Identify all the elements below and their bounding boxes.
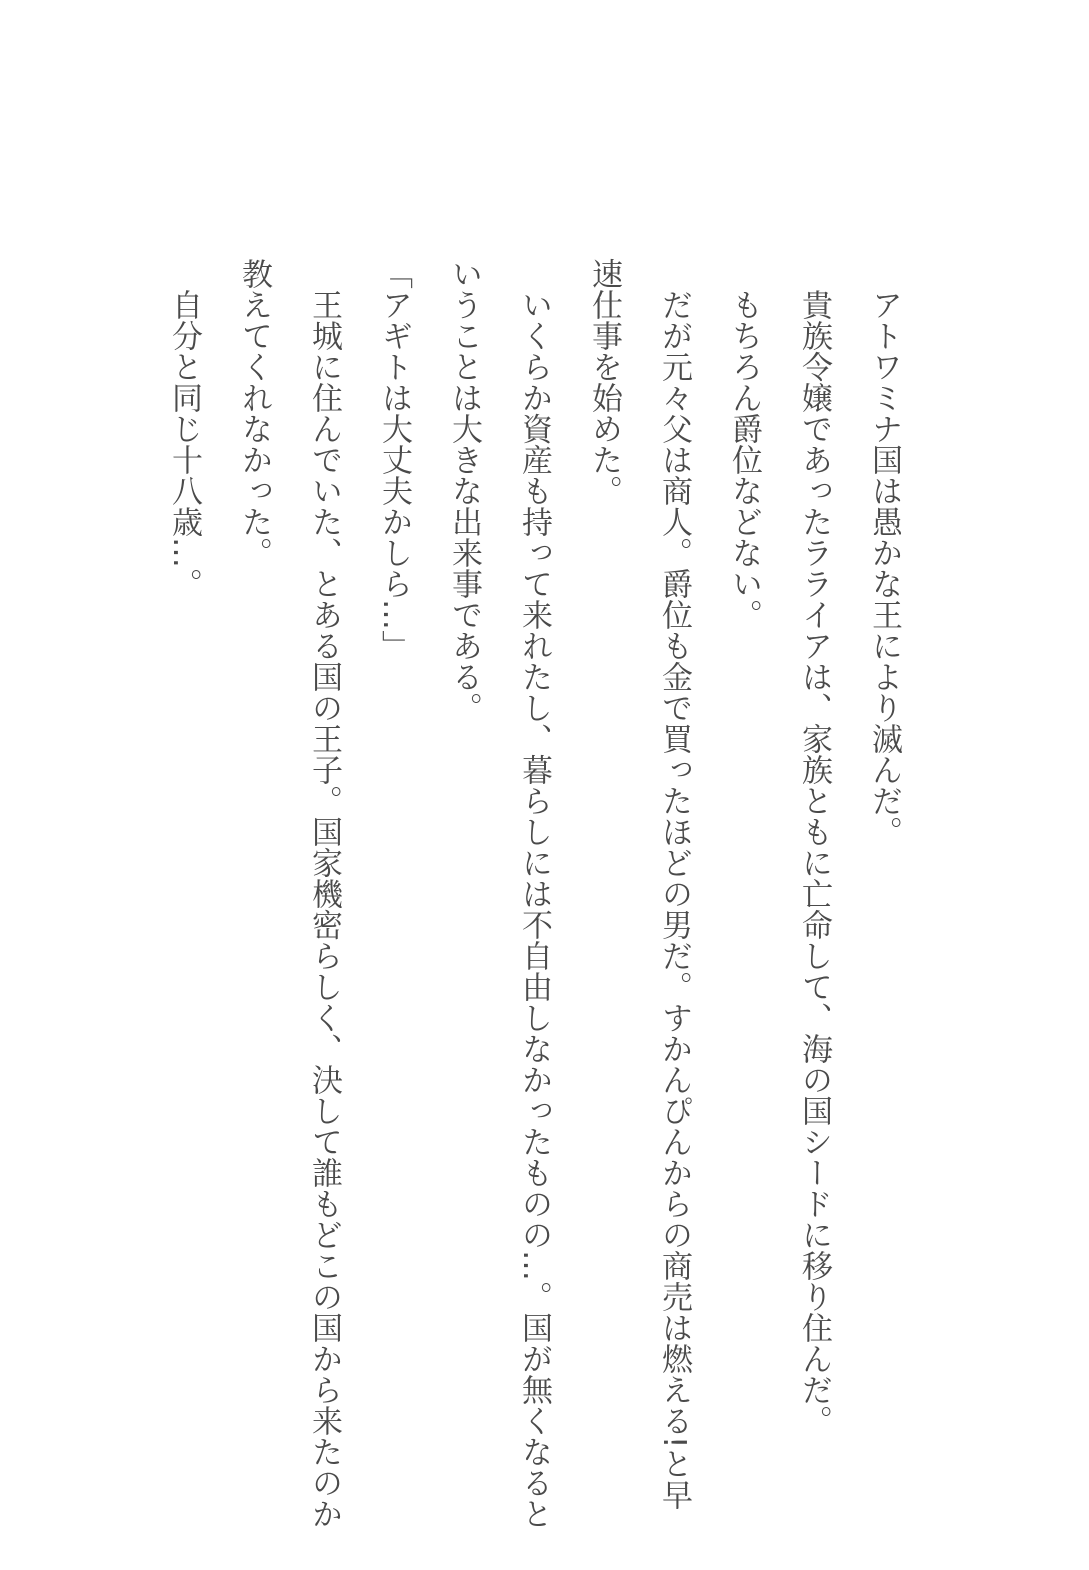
text-line: いくらか資産も持って来れたし、暮らしには不自由しなかったものの…。国が無くなると xyxy=(516,258,552,1529)
text-line: 自分と同じ十八歳…。 xyxy=(166,258,202,599)
text-line: もちろん爵位などない。 xyxy=(726,258,762,630)
text-line: アトワミナ国は愚かな王により滅んだ。 xyxy=(866,258,902,847)
text-line: だが元々父は商人。爵位も金で買ったほどの男だ。すかんぴんからの商売は燃える!と早 xyxy=(656,258,692,1511)
text-line: 教えてくれなかった。 xyxy=(236,258,272,568)
vertical-text-body xyxy=(149,258,919,1529)
text-line: いうことは大きな出来事である。 xyxy=(446,258,482,723)
text-line: 貴族令嬢であったラライアは、家族ともに亡命して、海の国シードに移り住んだ。 xyxy=(796,258,832,1436)
text-line: 王城に住んでいた、とある国の王子。国家機密らしく、決して誰もどこの国から来たのか xyxy=(306,258,342,1529)
dialogue-line: 「アギトは大丈夫かしら…」 xyxy=(376,258,412,661)
text-line: 速仕事を始めた。 xyxy=(586,258,622,506)
